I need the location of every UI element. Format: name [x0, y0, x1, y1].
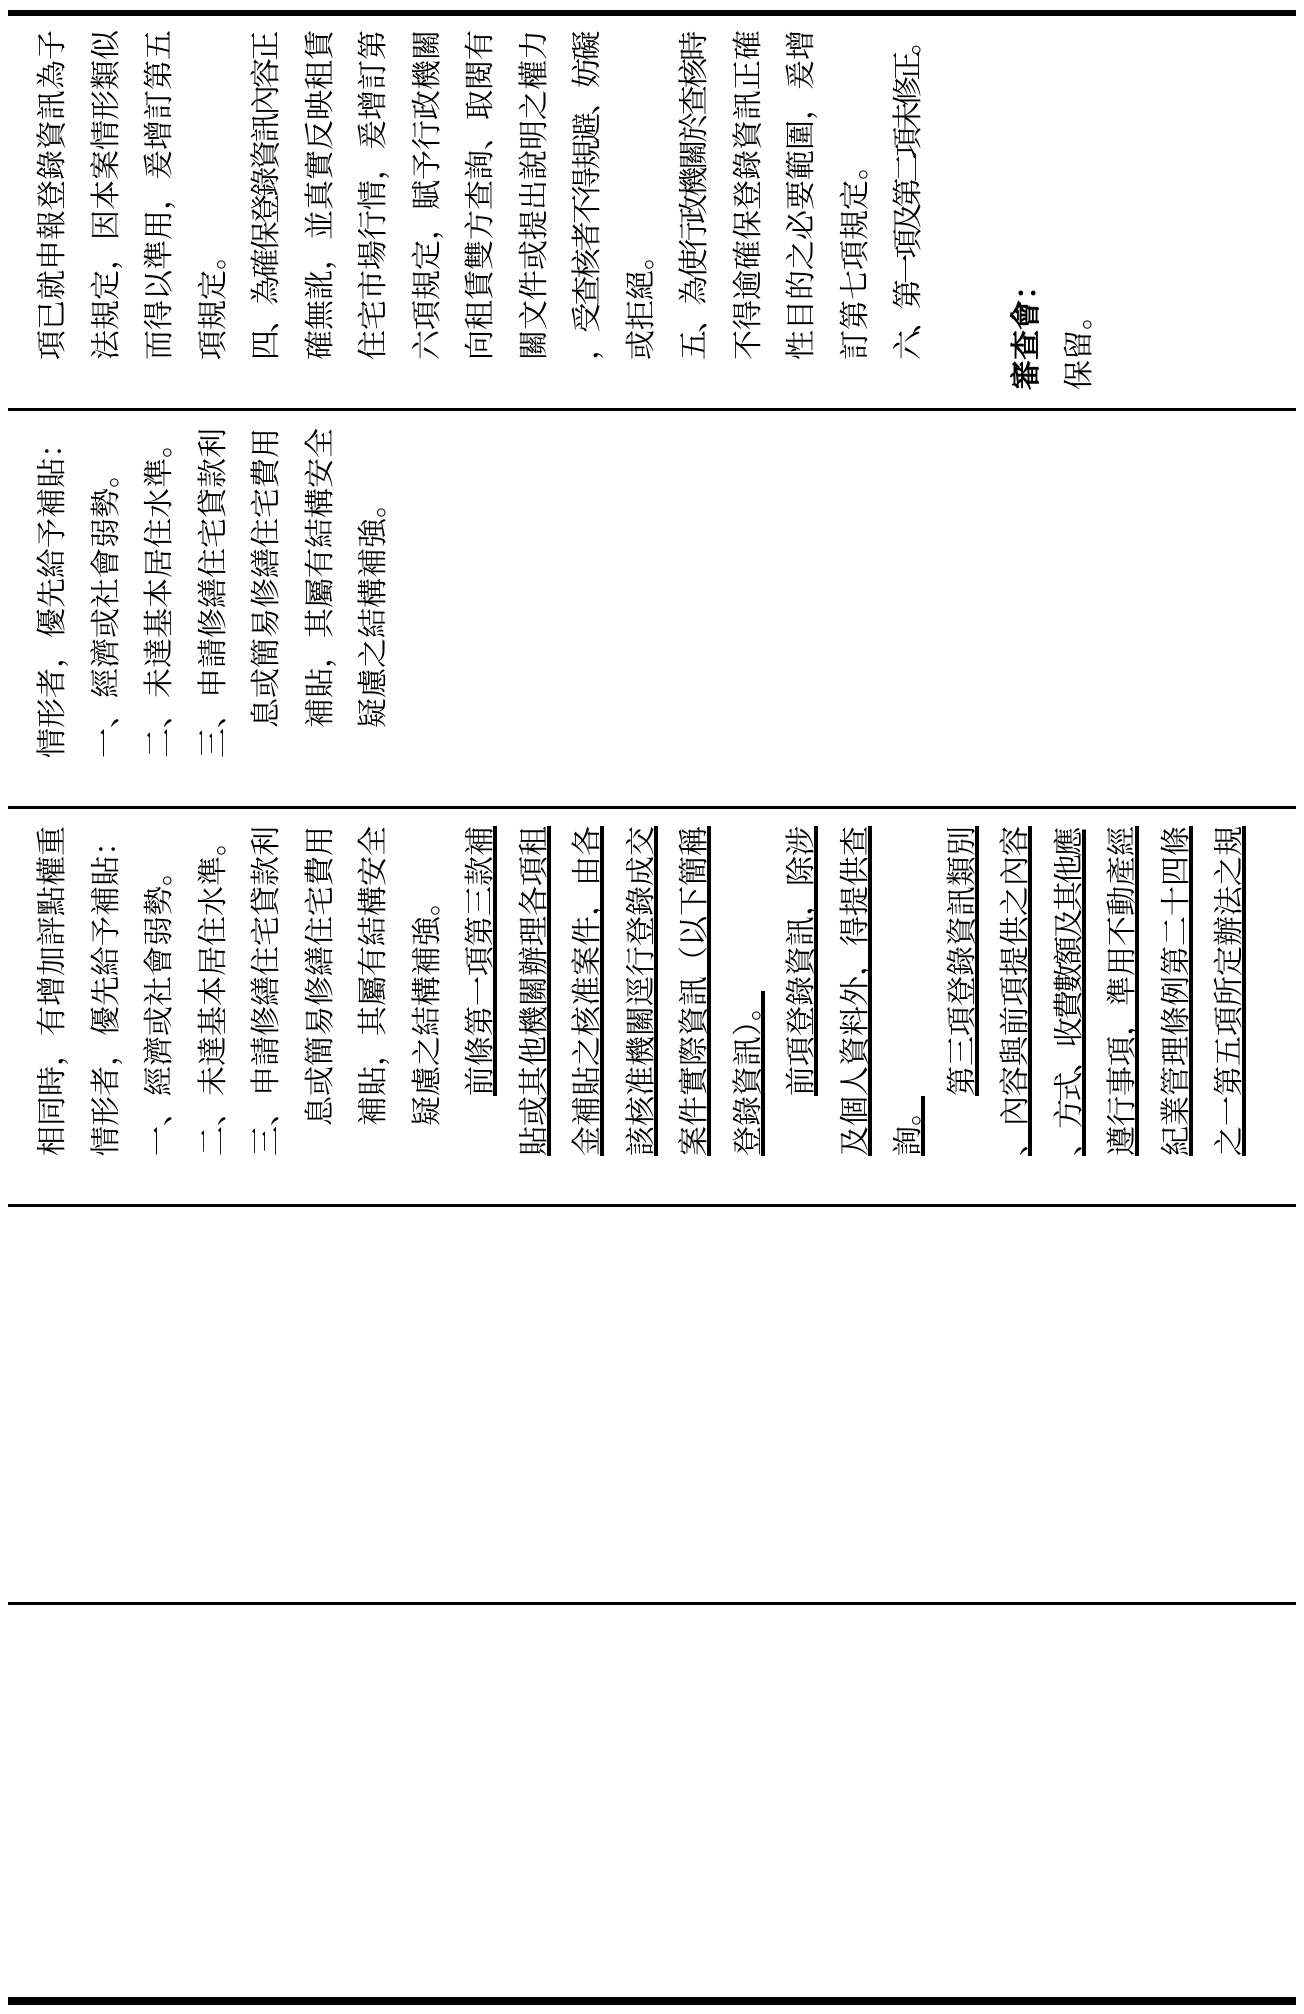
text-line — [26, 823, 80, 1156]
text-run: 向租賃雙方查詢、取閱有 — [464, 30, 497, 360]
text-line — [882, 30, 936, 360]
text-run: 法規定，因本案情形類似 — [89, 30, 123, 360]
text-line — [347, 30, 401, 360]
text-line — [240, 425, 294, 758]
column-divider-4 — [8, 1602, 1296, 1605]
table-border-bottom-rule — [8, 1997, 1296, 2005]
text-line — [401, 823, 455, 1156]
text-line — [882, 823, 936, 1156]
text-run: 保留。 — [1063, 300, 1096, 390]
text-line — [1000, 30, 1054, 390]
text-run: 而得以準用，爰增訂第五 — [143, 30, 176, 360]
text-line — [454, 823, 508, 1156]
text-line — [401, 30, 455, 360]
text-line — [133, 823, 187, 1156]
underlined-amendment-text: 詢。 — [892, 1096, 925, 1156]
text-run: 審查會： — [1009, 270, 1043, 390]
text-run: 六項規定，賦予行政機關 — [410, 30, 444, 360]
text-line — [454, 30, 508, 360]
text-line — [508, 30, 562, 360]
text-line — [240, 823, 294, 1156]
text-line — [989, 823, 1043, 1156]
text-line — [1203, 823, 1257, 1156]
column-current-provision — [26, 411, 401, 806]
text-run: 關文件或提出說明之權力 — [517, 30, 551, 360]
text-run: 二、未達基本居住水準。 — [196, 826, 230, 1156]
text-run: 訂第七項規定。 — [838, 150, 872, 360]
text-run: 項規定。 — [196, 240, 230, 360]
text-run: 三、申請修繕住宅貸款利 — [250, 826, 283, 1156]
text-run: 相同時，有增加評點權重 — [36, 826, 69, 1156]
underlined-amendment-text: 遵行事項，準用不動產經 — [1106, 826, 1139, 1156]
underlined-amendment-text: 案件實際資訊（以下簡稱 — [678, 826, 711, 1156]
text-line — [508, 823, 562, 1156]
text-line — [187, 30, 241, 360]
text-run: 四、為確保登錄資訊內容正 — [250, 33, 283, 360]
text-line — [133, 425, 187, 758]
text-line — [668, 30, 722, 360]
text-line — [347, 823, 401, 1156]
text-line — [80, 425, 134, 758]
underlined-amendment-text: 第三項登錄資訊類別 — [945, 826, 979, 1096]
text-line — [775, 30, 829, 360]
text-line — [187, 425, 241, 758]
underlined-amendment-text: 之一第五項所定辦法之規 — [1213, 826, 1246, 1156]
text-run: 二、未達基本居住水準。 — [143, 428, 176, 758]
text-run: 或拒絕。 — [624, 240, 658, 360]
text-line — [294, 30, 348, 360]
text-run: 六、第一項及第二項未修正。 — [892, 29, 925, 360]
underlined-amendment-text: 、內容與前項提供之內容 — [999, 826, 1032, 1156]
text-run: 息或簡易修繕住宅費用 — [303, 826, 337, 1126]
text-line — [133, 30, 187, 360]
text-run: 項已就申報登錄資訊為子 — [36, 30, 69, 360]
text-run: 疑慮之結構補強。 — [357, 488, 390, 728]
text-run: 一、經濟或社會弱勢。 — [89, 458, 123, 758]
text-line — [615, 30, 669, 360]
underlined-amendment-text: 及個人資料外，得提供查 — [838, 826, 872, 1156]
text-run: 不得逾確保登錄資訊正確 — [731, 30, 765, 360]
text-line — [347, 425, 401, 758]
underlined-amendment-text: 前項登錄資訊，除涉 — [785, 826, 818, 1096]
text-run: 五、為使行政機關於查核時 — [678, 33, 711, 360]
text-run: 補貼，其屬有結構安全 — [357, 826, 390, 1126]
text-run: 一、經濟或社會弱勢。 — [143, 856, 176, 1156]
text-line — [615, 823, 669, 1156]
text-line — [294, 823, 348, 1156]
text-run: 確無訛，並真實反映租賃 — [303, 30, 337, 360]
text-line — [80, 823, 134, 1156]
column-explanation — [26, 16, 1107, 408]
text-line — [668, 823, 722, 1156]
text-line — [26, 30, 80, 360]
column-amended-provision — [26, 809, 1257, 1204]
text-run: 性目的之必要範圍，爰增 — [785, 30, 818, 360]
underlined-amendment-text: 紀業管理條例第二十四條 — [1159, 826, 1193, 1156]
underlined-amendment-text: 前條第一項第三款補 — [464, 826, 497, 1096]
underlined-amendment-text: 、方式、收費數額及其他應 — [1052, 829, 1086, 1156]
text-line — [240, 30, 294, 360]
text-line — [936, 823, 990, 1156]
text-run: 情形者，優先給予補貼： — [89, 826, 123, 1156]
text-line — [1043, 823, 1097, 1156]
text-line — [187, 823, 241, 1156]
text-line — [722, 823, 776, 1156]
text-line — [829, 30, 883, 360]
text-run: 疑慮之結構補強。 — [410, 886, 444, 1126]
text-run: 三、申請修繕住宅貸款利 — [196, 428, 230, 758]
text-line — [775, 823, 829, 1156]
text-line — [1053, 30, 1107, 390]
underlined-amendment-text: 該核准機關逕行登錄成交 — [624, 826, 658, 1156]
text-line — [26, 425, 80, 758]
underlined-amendment-text: 登錄資訊）。 — [731, 991, 765, 1156]
text-run: ，受查核者不得規避、妨礙 — [571, 33, 604, 360]
underlined-amendment-text: 貼或其他機關辦理各項租 — [517, 826, 551, 1156]
text-run: 補貼，其屬有結構安全 — [303, 428, 337, 728]
text-line — [1150, 823, 1204, 1156]
text-line — [722, 30, 776, 360]
text-line — [80, 30, 134, 360]
text-line — [1096, 823, 1150, 1156]
text-line — [561, 30, 615, 360]
text-line — [829, 823, 883, 1156]
text-line — [561, 823, 615, 1156]
text-line — [294, 425, 348, 758]
underlined-amendment-text: 金補貼之核准案件，由各 — [571, 826, 604, 1156]
column-divider-3 — [8, 1204, 1296, 1207]
text-run: 住宅市場行情，爰增訂第 — [357, 30, 390, 360]
text-run: 情形者，優先給予補貼： — [36, 428, 69, 758]
text-run: 息或簡易修繕住宅費用 — [250, 428, 283, 728]
